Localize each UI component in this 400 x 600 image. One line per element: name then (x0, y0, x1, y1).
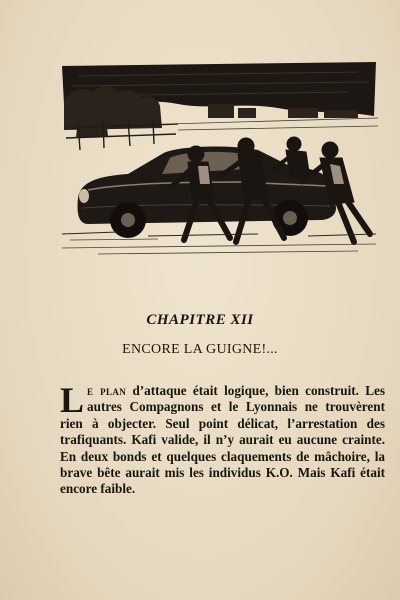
chapter-title: ENCORE LA GUIGNE!... (122, 342, 278, 357)
paragraph-text: d’attaque était logique, bien construit. Les autres Compagnons et le Lyonnais ne trouvèrent rien à objecter. Seul point délicat, l’arrestation des trafiquants. Kafi valide, il n’y aurait eu aucune crainte. En deux bonds et quelques claquements de mâchoire, la brave bête aurait mis les individus K.O. Mais Kafi était encore faible. (60, 383, 385, 497)
car-push-illustration (58, 58, 380, 258)
dropcap-letter: L (60, 380, 85, 420)
chapter-number: CHAPITRE XII (146, 312, 254, 328)
chapter-paragraph (60, 380, 385, 498)
lead-smallcaps: e plan (87, 383, 127, 398)
